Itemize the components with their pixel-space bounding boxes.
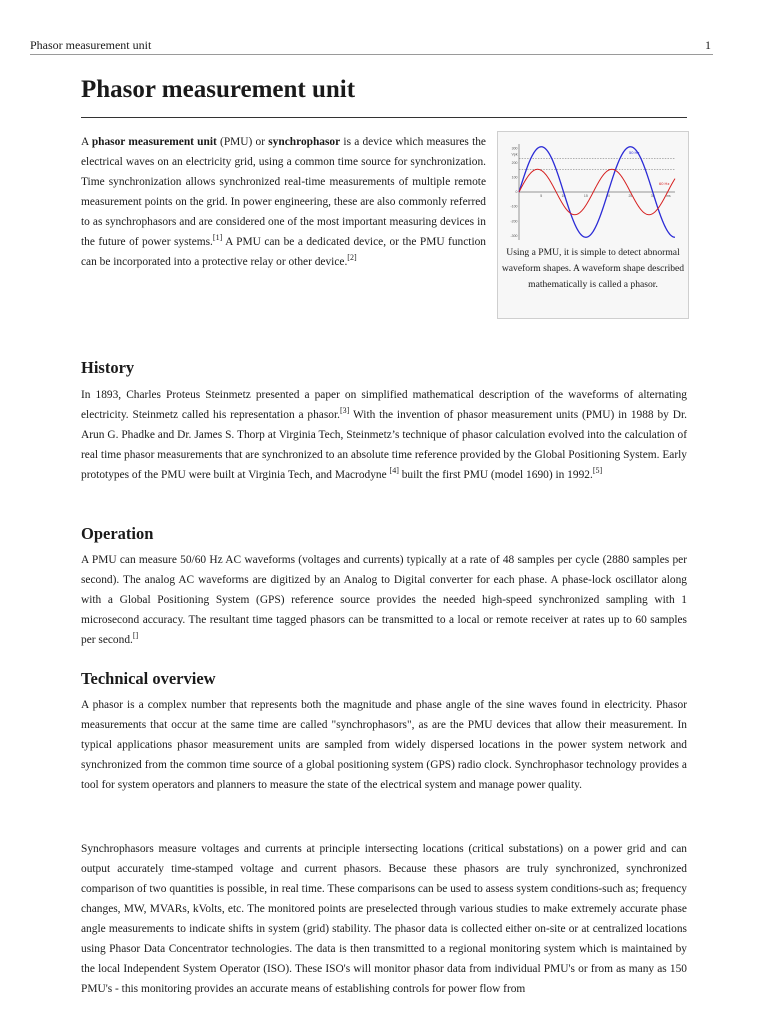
legend-50hz: 50 Hz bbox=[629, 150, 640, 155]
x-tick-label: ms bbox=[665, 194, 671, 198]
figure-caption: Using a PMU, it is simple to detect abnormal waveform shapes. A waveform shape described mathematically is called a phasor. bbox=[501, 247, 685, 290]
y-tick-label: 300 bbox=[511, 146, 518, 151]
term-pmu: phasor measurement unit bbox=[91, 136, 217, 148]
y-tick-label: -200 bbox=[510, 219, 518, 224]
x-tick-label: 25 bbox=[628, 194, 633, 198]
x-tick-label: 15 bbox=[583, 194, 588, 198]
page-number: 1 bbox=[705, 38, 711, 52]
x-tick-label: 20 bbox=[606, 194, 611, 198]
ref-1[interactable]: [1] bbox=[212, 233, 223, 243]
history-paragraph: In 1893, Charles Proteus Steinmetz presented a paper on simplified mathematical description of the waveforms of alternating electricity. Steinmetz called his representation a phasor.[3] With the invention of phasor measurement units (PMU) in 1988 by Dr. Arun G. Phadke and Dr. James S. Thorp at Virginia Tech, Steinmetz’s technique of phasor calculation evolved into the calculation of real time phasor measurements that are synchronized to an absolute time reference provided by the Global Positioning System. Early prototypes of the PMU were built at Virginia Tech, and Macrodyne [4] built the first PMU (model 1690) in 1992.[5] bbox=[81, 389, 687, 481]
ref-3[interactable]: [3] bbox=[340, 406, 350, 416]
y-tick-label: 100 bbox=[511, 175, 518, 180]
ref-4[interactable]: [4] bbox=[389, 466, 399, 476]
term-synchrophasor: synchrophasor bbox=[268, 136, 341, 148]
history-heading: History bbox=[81, 358, 135, 377]
technical-paragraph-2: Synchrophasors measure voltages and currents at principle intersecting locations (critical substations) on a power grid and can output accurately time-stamped voltage and current phasors. Because these phasors are truly synchronized, synchronized comparison of two quantities is possible, in real time. These comparisons can be used to assess system conditions-such as; frequency changes, MW, MVARs, kVolts, etc. The monitored points are preselected through various studies to make extremely accurate phase angle measurements to indicate shifts in system (grid) stability. The phasor data is collected either on-site or at centralized locations using Phasor Data Concentrator technologies. The data is then transmitted to a regional monitoring system which is maintained by the local Independent System Operator (ISO). These ISO's will monitor phasor data from individual PMU's or from as many as 150 PMU's - this monitoring provides an accurate means of establishing controls for power flow from bbox=[81, 843, 687, 995]
x-tick-label: 10 bbox=[561, 194, 566, 198]
operation-heading: Operation bbox=[81, 524, 154, 543]
ref-2[interactable]: [2] bbox=[347, 253, 357, 263]
y-tick-label: -100 bbox=[510, 204, 518, 209]
title-rule bbox=[81, 117, 687, 118]
running-header bbox=[30, 38, 713, 55]
intro-paragraph: A phasor measurement unit (PMU) or synchrophasor is a device which measures the electrical waves on an electricity grid, using a common time source for synchronization. Time synchronization allows synchronized real-time measurements of multiple remote measurement points on the grid. In power engineering, these are also commonly referred to as synchrophasors and are considered one of the most important measuring devices in the future of power systems.[1] A PMU can be a dedicated device, or the PMU function can be incorporated into a protective relay or other device.[2] bbox=[81, 136, 486, 268]
page-title: Phasor measurement unit bbox=[81, 76, 356, 103]
figure-box bbox=[497, 131, 689, 319]
technical-paragraph-1: A phasor is a complex number that represents both the magnitude and phase angle of the sine waves found in electricity. Phasor measurements that occur at the same time are called "synchrophasors", as are the PMU devices that allow their measurement. In typical applications phasor measurement units are sampled from widely dispersed locations in the power system network and synchronized from the common time source of a global positioning system (GPS) radio clock. Synchrophasor technology provides a tool for system operators and planners to measure the state of the electrical system and manage power quality. bbox=[81, 699, 687, 791]
y-tick-label: 200 bbox=[511, 161, 518, 166]
y-tick-label: Vpk bbox=[511, 152, 518, 157]
x-tick-label: 5 bbox=[540, 194, 543, 198]
operation-paragraph: A PMU can measure 50/60 Hz AC waveforms (voltages and currents) typically at a rate of 48 samples per cycle (2880 samples per second). The analog AC waveforms are digitized by an Analog to Digital converter for each phase. A phase-lock oscillator along with a Global Positioning System (GPS) reference source provides the needed high-speed synchronized sampling with 1 microsecond accuracy. The resultant time tagged phasors can be transmitted to a local or remote receiver at rates up to 60 samples per second.[] bbox=[81, 554, 687, 646]
running-title: Phasor measurement unit bbox=[30, 38, 152, 52]
waveform-chart[interactable] bbox=[505, 140, 681, 244]
ref-5[interactable]: [5] bbox=[592, 466, 603, 476]
x-tick-label: 30 bbox=[650, 194, 655, 198]
y-tick-label: 0 bbox=[515, 190, 518, 195]
ref-empty[interactable]: [] bbox=[132, 631, 139, 641]
technical-overview-heading: Technical overview bbox=[81, 669, 216, 688]
legend-60hz: 60 Hz bbox=[659, 181, 670, 186]
y-tick-label: -300 bbox=[510, 233, 518, 238]
